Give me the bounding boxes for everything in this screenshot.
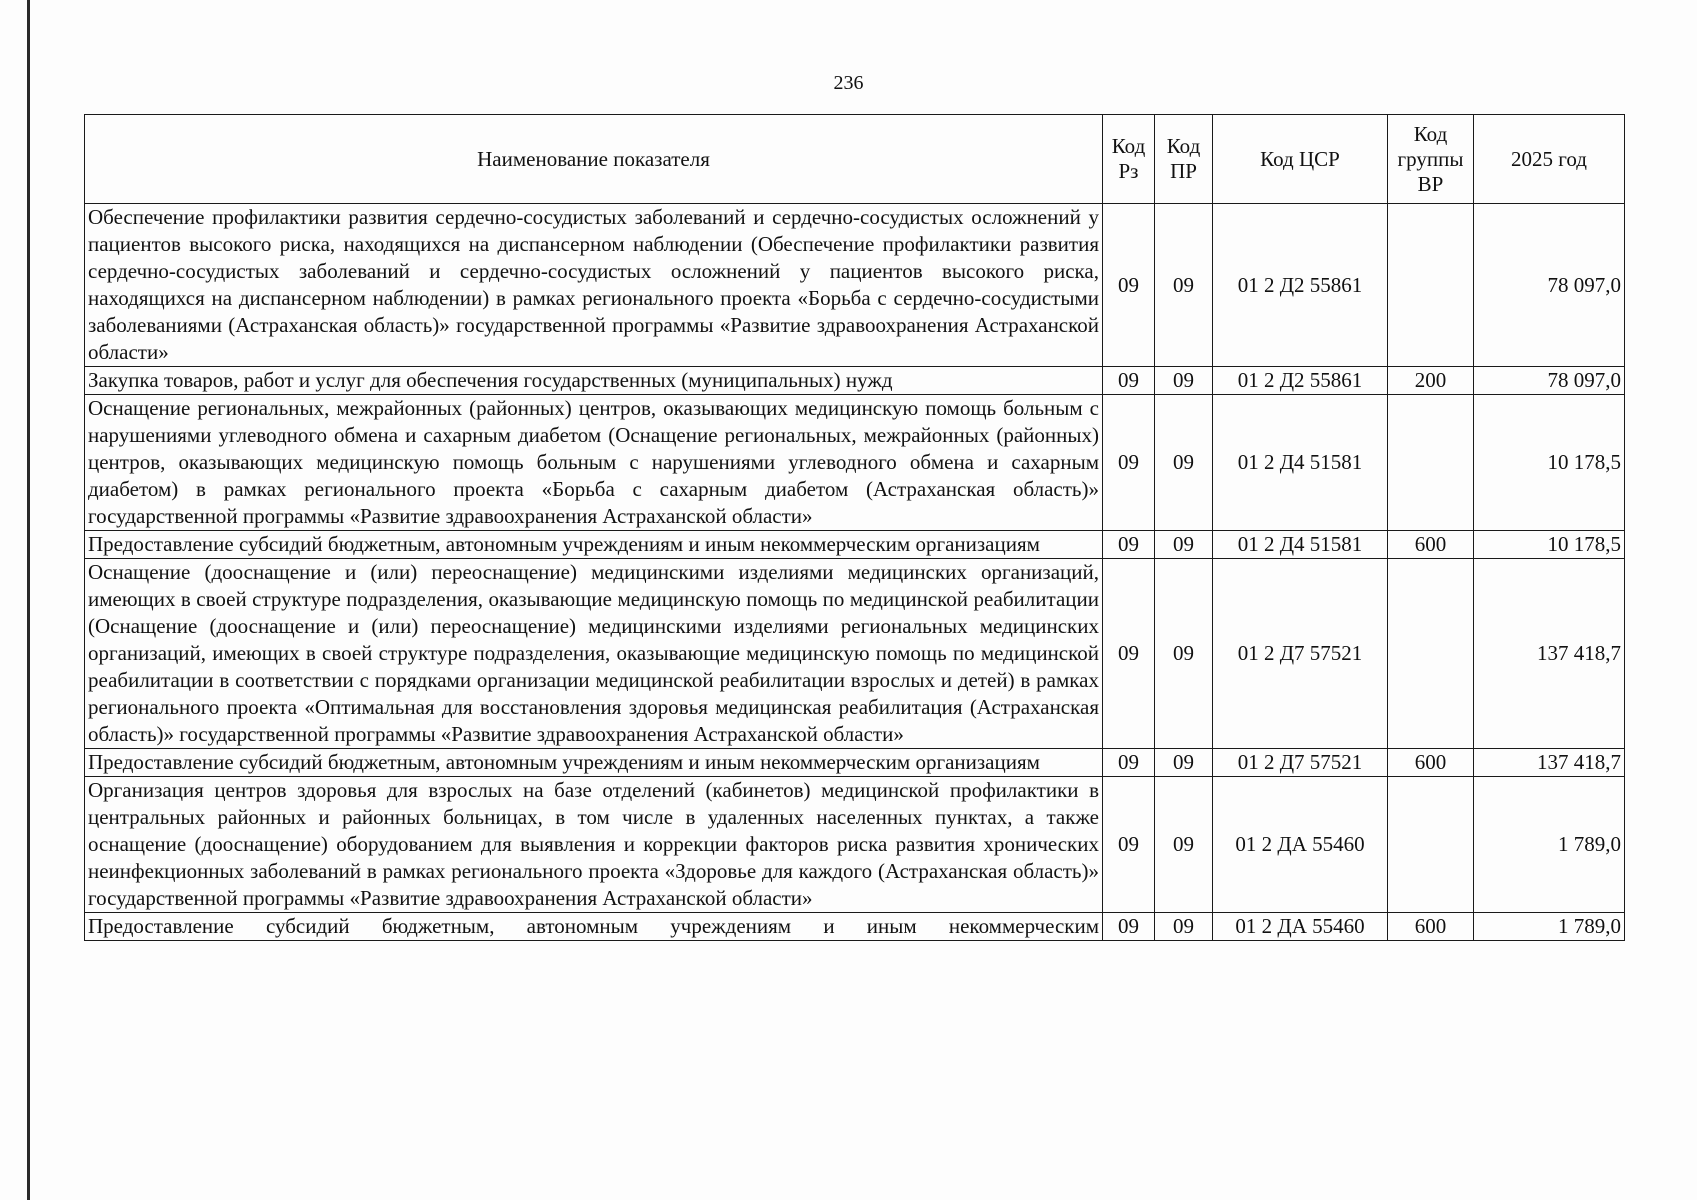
row-pr: 09 <box>1155 367 1213 395</box>
row-vr: 200 <box>1388 367 1474 395</box>
row-csr: 01 2 Д2 55861 <box>1213 367 1388 395</box>
row-amount-2025: 10 178,5 <box>1474 395 1625 531</box>
row-pr: 09 <box>1155 777 1213 913</box>
row-amount-2025: 78 097,0 <box>1474 204 1625 367</box>
row-rz: 09 <box>1103 204 1155 367</box>
row-rz: 09 <box>1103 395 1155 531</box>
header-row <box>85 115 1625 204</box>
row-vr: 600 <box>1388 749 1474 777</box>
row-name: Предоставление субсидий бюджетным, автономным учреждениям и иным некоммерческим организациям <box>85 749 1103 777</box>
row-amount-2025: 137 418,7 <box>1474 749 1625 777</box>
row-pr: 09 <box>1155 204 1213 367</box>
row-name: Организация центров здоровья для взрослых на базе отделений (кабинетов) медицинской профилактики в центральных районных и районных больницах, в том числе в удаленных населенных пунктах, а также оснащение (дооснащение) оборудованием для выявления и коррекции факторов риска развития хронических неинфекционных заболеваний в рамках регионального проекта «Здоровье для каждого (Астраханская область)» государственной программы «Развитие здравоохранения Астраханской области» <box>85 777 1103 913</box>
row-rz: 09 <box>1103 559 1155 749</box>
row-vr: 600 <box>1388 531 1474 559</box>
header-name: Наименование показателя <box>85 115 1103 204</box>
row-csr: 01 2 ДА 55460 <box>1213 777 1388 913</box>
row-csr: 01 2 Д4 51581 <box>1213 531 1388 559</box>
header-csr: Код ЦСР <box>1213 115 1388 204</box>
row-pr: 09 <box>1155 531 1213 559</box>
row-vr <box>1388 559 1474 749</box>
table-row <box>85 777 1625 913</box>
row-amount-2025: 78 097,0 <box>1474 367 1625 395</box>
row-csr: 01 2 Д4 51581 <box>1213 395 1388 531</box>
budget-table <box>84 114 1625 941</box>
table-row <box>85 913 1625 941</box>
row-csr: 01 2 Д7 57521 <box>1213 749 1388 777</box>
row-amount-2025: 10 178,5 <box>1474 531 1625 559</box>
header-rz: Код Рз <box>1103 115 1155 204</box>
header-2025: 2025 год <box>1474 115 1625 204</box>
row-name: Оснащение региональных, межрайонных (районных) центров, оказывающих медицинскую помощь больным с нарушениями углеводного обмена и сахарным диабетом (Оснащение региональных, межрайонных (районных) центров, оказывающих медицинскую помощь больным с нарушениями углеводного обмена и сахарным диабетом) в рамках регионального проекта «Борьба с сахарным диабетом (Астраханская область)» государственной программы «Развитие здравоохранения Астраханской области» <box>85 395 1103 531</box>
table-row <box>85 395 1625 531</box>
row-vr <box>1388 204 1474 367</box>
row-name: Закупка товаров, работ и услуг для обеспечения государственных (муниципальных) нужд <box>85 367 1103 395</box>
table-row <box>85 559 1625 749</box>
row-name: Предоставление субсидий бюджетным, автономным учреждениям и иным некоммерческим организациям <box>85 531 1103 559</box>
row-vr: 600 <box>1388 913 1474 941</box>
table-row <box>85 531 1625 559</box>
page-number: 236 <box>833 72 864 94</box>
row-vr <box>1388 777 1474 913</box>
row-pr: 09 <box>1155 559 1213 749</box>
header-pr: Код ПР <box>1155 115 1213 204</box>
row-rz: 09 <box>1103 367 1155 395</box>
row-amount-2025: 1 789,0 <box>1474 777 1625 913</box>
table-row <box>85 367 1625 395</box>
row-csr: 01 2 Д7 57521 <box>1213 559 1388 749</box>
table-row <box>85 204 1625 367</box>
row-vr <box>1388 395 1474 531</box>
binding-line <box>27 0 30 1200</box>
row-rz: 09 <box>1103 777 1155 913</box>
row-pr: 09 <box>1155 395 1213 531</box>
row-csr: 01 2 Д2 55861 <box>1213 204 1388 367</box>
row-amount-2025: 137 418,7 <box>1474 559 1625 749</box>
header-vr: Код группы ВР <box>1388 115 1474 204</box>
row-pr: 09 <box>1155 913 1213 941</box>
table-row <box>85 749 1625 777</box>
row-pr: 09 <box>1155 749 1213 777</box>
row-name: Обеспечение профилактики развития сердечно-сосудистых заболеваний и сердечно-сосудистых осложнений у пациентов высокого риска, находящихся на диспансерном наблюдении (Обеспечение профилактики развития сердечно-сосудистых заболеваний и сердечно-сосудистых осложнений у пациентов высокого риска, находящихся на диспансерном наблюдении) в рамках регионального проекта «Борьба с сердечно-сосудистыми заболеваниями (Астраханская область)» государственной программы «Развитие здравоохранения Астраханской области» <box>85 204 1103 367</box>
row-rz: 09 <box>1103 913 1155 941</box>
row-rz: 09 <box>1103 749 1155 777</box>
row-rz: 09 <box>1103 531 1155 559</box>
row-csr: 01 2 ДА 55460 <box>1213 913 1388 941</box>
row-name: Оснащение (дооснащение и (или) переоснащение) медицинскими изделиями медицинских организаций, имеющих в своей структуре подразделения, оказывающие медицинскую помощь по медицинской реабилитации (Оснащение (дооснащение и (или) переоснащение) медицинскими изделиями региональных медицинских организаций, имеющих в своей структуре подразделения, оказывающие медицинскую помощь по медицинской реабилитации в соответствии с порядками организации медицинской реабилитации взрослых и детей) в рамках регионального проекта «Оптимальная для восстановления здоровья медицинская реабилитация (Астраханская область)» государственной программы «Развитие здравоохранения Астраханской области» <box>85 559 1103 749</box>
row-name: Предоставление субсидий бюджетным, автономным учреждениям и иным некоммерческим <box>85 913 1103 941</box>
row-amount-2025: 1 789,0 <box>1474 913 1625 941</box>
